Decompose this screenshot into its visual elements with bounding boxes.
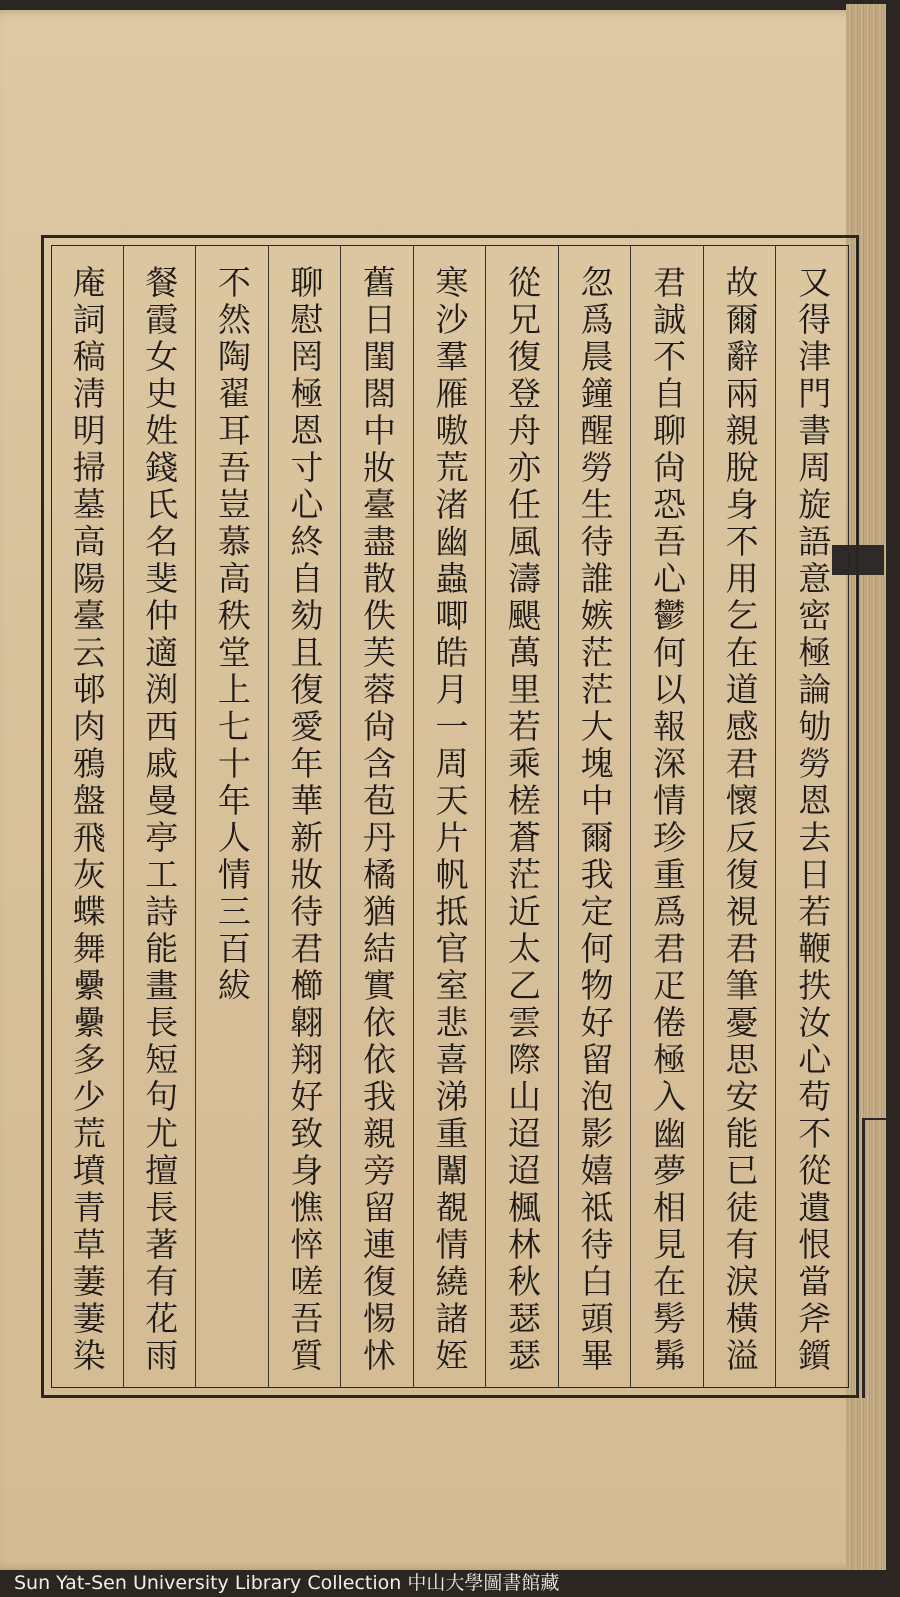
column-text: 又得津門書周旋語意密極論劬勞恩去日若鞭抶汝心苟不從遺恨當斧鑕 (793, 265, 833, 1375)
text-column (485, 245, 558, 1388)
text-column (413, 245, 486, 1388)
column-text: 不然陶翟耳吾豈慕高秩堂上七十年人情三百紱 (212, 265, 252, 1005)
margin-rule (862, 1118, 886, 1398)
text-column (775, 245, 848, 1388)
column-text: 舊日閨閤中妝臺盡散佚芙蓉尙含苞丹橘猶結實依依我親旁留連復惕怵 (357, 265, 397, 1375)
collection-credit: Sun Yat-Sen University Library Collection 中山大學圖書館藏 (14, 1572, 560, 1594)
text-column (51, 245, 123, 1388)
column-text: 聊慰罔極恩寸心終自劾且復愛年華新妝待君櫛翺翔好致身憔悴嗟吾質 (285, 265, 325, 1375)
text-column (340, 245, 413, 1388)
column-text: 君誠不自聊尙恐吾心鬱何以報深情珍重爲君疋倦極入幽夢相見在髣髴 (648, 265, 688, 1375)
column-text: 忽爲晨鐘醒勞生待誰嫉茫茫大塊中爾我定何物好留泡影嬉祗待白頭畢 (575, 265, 615, 1375)
column-text: 從兄復登舟亦任風濤颶萬里若乘槎蒼茫近太乙雲際山迢迢楓林秋瑟瑟 (503, 265, 543, 1375)
text-column (268, 245, 341, 1388)
text-column (195, 245, 268, 1388)
column-text: 寒沙羣雁嗷荒渚幽蟲唧皓月一周天片帆抵官室悲喜涕重闈覩情繞諸姪 (430, 265, 470, 1375)
text-column (703, 245, 776, 1388)
text-column (630, 245, 703, 1388)
text-column (123, 245, 196, 1388)
column-text: 故爾辭兩親脫身不用乞在道感君懷反復視君筆憂思安能已徒有淚橫溢 (720, 265, 760, 1375)
column-text: 庵詞稿淸明掃墓高陽臺云邨肉鴉盤飛灰蝶舞纍纍多少荒墳青草萋萋染 (67, 265, 107, 1375)
text-column (558, 245, 631, 1388)
column-text: 餐霞女史姓錢氏名斐仲適渕西戚曼亭工詩能畫長短句尤擅長著有花雨 (140, 265, 180, 1375)
text-columns (51, 245, 848, 1388)
